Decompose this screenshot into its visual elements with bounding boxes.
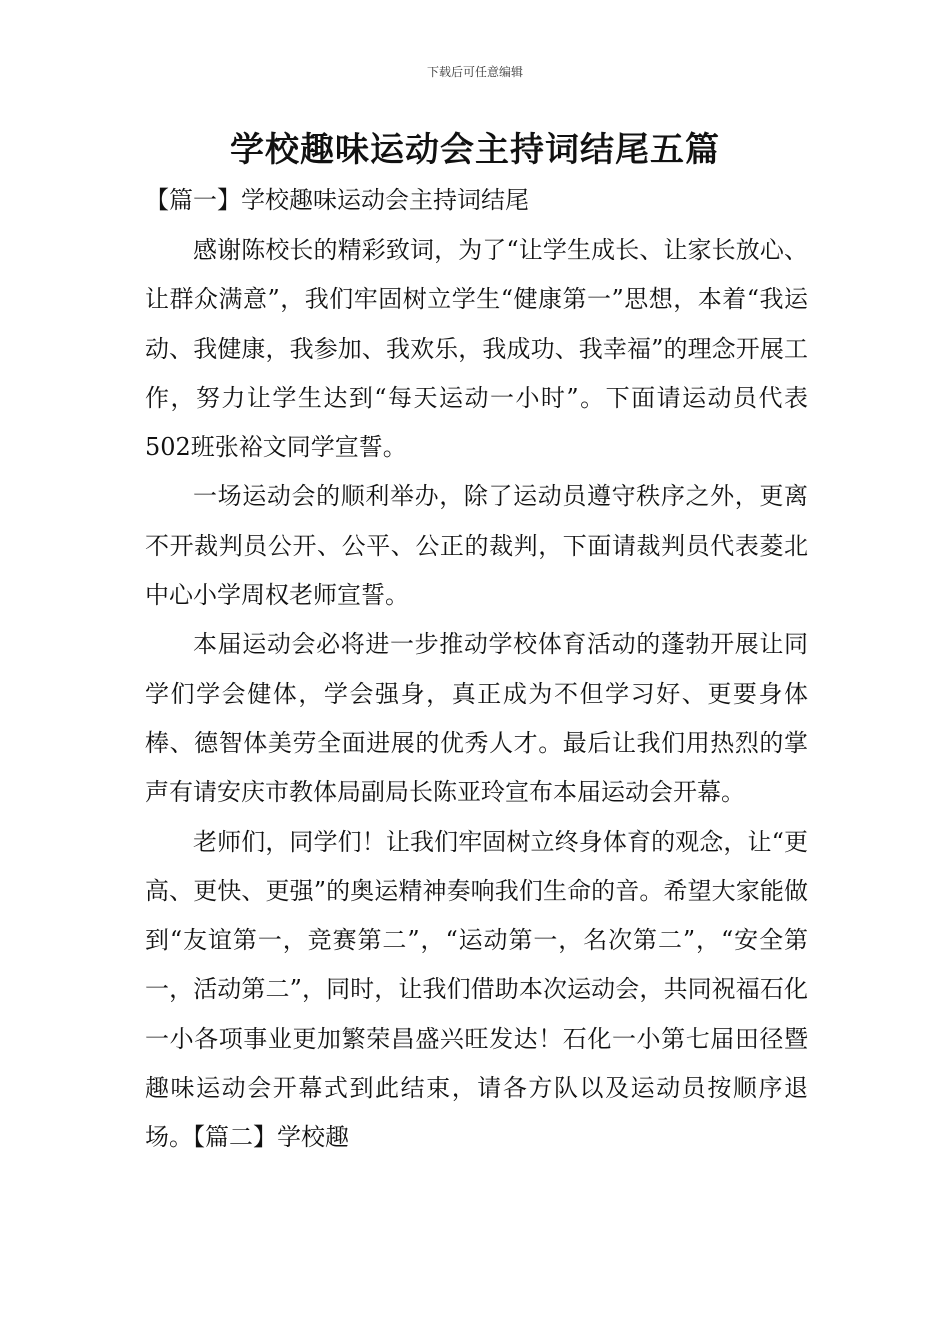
paragraph: 本届运动会必将进一步推动学校体育活动的蓬勃开展让同学们学会健体，学会强身，真正成为不但学习好、更要身体棒、德智体美劳全面进展的优秀人才。最后让我们用热烈的掌声有请安庆市教体局副局长陈亚玲宣布本届运动会开幕。: [145, 630, 808, 807]
paragraph: 老师们，同学们！让我们牢固树立终身体育的观念，让“更高、更快、更强”的奥运精神奏响我们生命的音。希望大家能做到“友谊第一，竞赛第二”，“运动第一，名次第二”，“安全第一，活动第二”，同时，让我们借助本次运动会，共同祝福石化一小各项事业更加繁荣昌盛兴旺发达！石化一小第七届田径暨趣味运动会开幕式到此结束，请各方队以及运动员按顺序退场。【篇二】学校趣: [145, 827, 808, 1152]
document-title: 学校趣味运动会主持词结尾五篇: [230, 130, 720, 170]
header-note: 下载后可任意编辑: [426, 65, 523, 79]
document-body: [145, 226, 808, 1163]
section-heading: 【篇一】学校趣味运动会主持词结尾: [145, 186, 529, 214]
paragraph: 感谢陈校长的精彩致词，为了“让学生成长、让家长放心、让群众满意”，我们牢固树立学生“健康第一”思想，本着“我运动、我健康，我参加、我欢乐，我成功、我幸福”的理念开展工作，努力让学生达到“每天运动一小时”。下面请运动员代表502班张裕文同学宣誓。: [145, 236, 808, 462]
paragraph: 一场运动会的顺利举办，除了运动员遵守秩序之外，更离不开裁判员公开、公平、公正的裁判，下面请裁判员代表菱北中心小学周权老师宣誓。: [145, 482, 808, 610]
